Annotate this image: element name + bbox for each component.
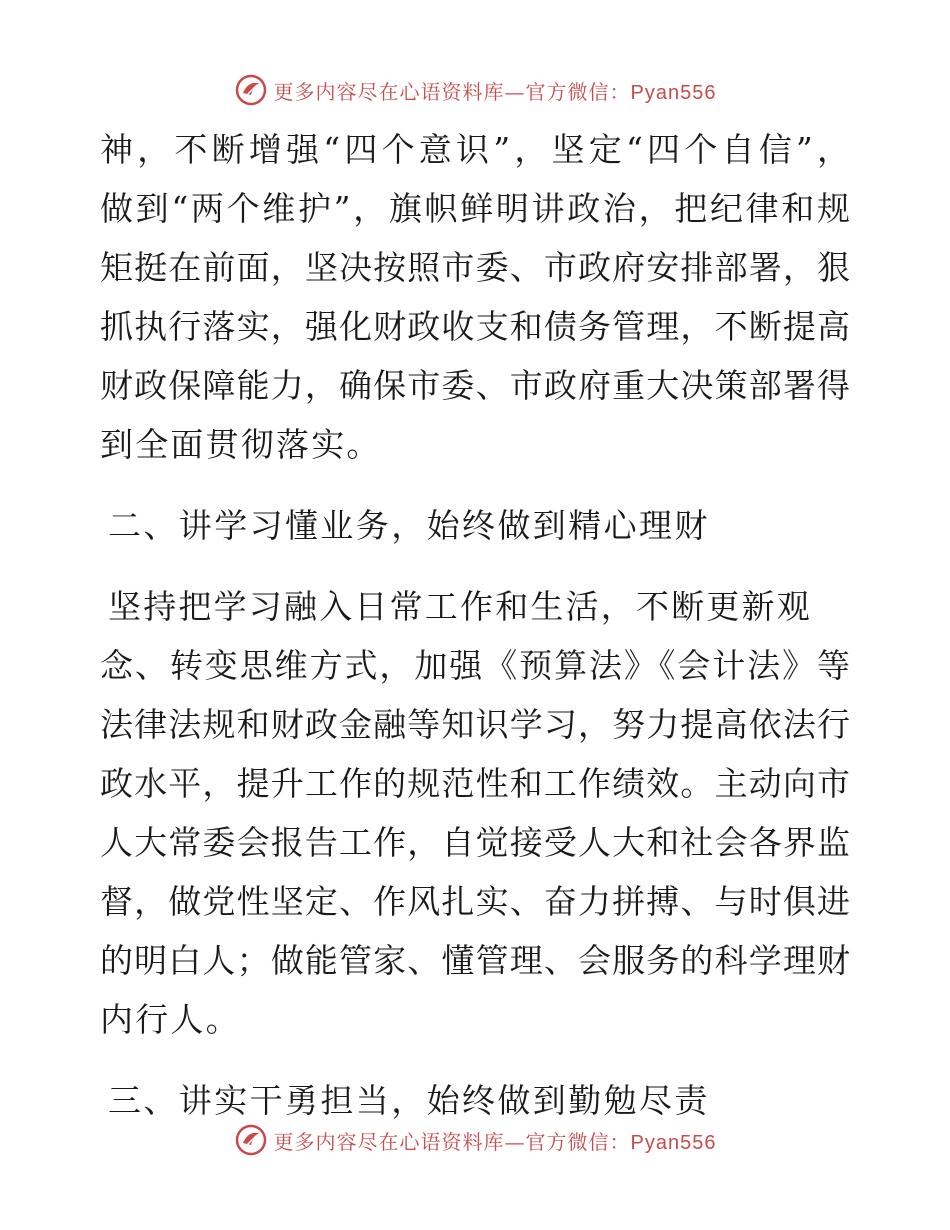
section-heading: 二、讲学习懂业务，始终做到精心理财 bbox=[108, 506, 710, 545]
wechat-id: Pyan556 bbox=[630, 81, 717, 104]
body-line: 到全面贯彻落实。 bbox=[100, 425, 382, 464]
body-line: 神，不断增强“四个意识”，坚定“四个自信”， bbox=[100, 130, 850, 169]
logo-icon bbox=[234, 1123, 268, 1157]
body-line: 做到“两个维护”，旗帜鲜明讲政治，把纪律和规 bbox=[100, 189, 850, 228]
footer-watermark-banner bbox=[0, 1120, 950, 1160]
wechat-id: Pyan556 bbox=[630, 1131, 717, 1154]
logo-icon bbox=[234, 73, 268, 107]
body-line: 督，做党性坚定、作风扎实、奋力拼搏、与时俱进 bbox=[100, 882, 850, 921]
banner-text: 更多内容尽在心语资料库—官方微信：Pyan556 bbox=[273, 79, 717, 104]
body-line: 坚持把学习融入日常工作和生活，不断更新观 bbox=[108, 587, 812, 626]
body-line: 念、转变思维方式，加强《预算法》《会计法》等 bbox=[100, 646, 850, 685]
body-line: 法律法规和财政金融等知识学习，努力提高依法行 bbox=[100, 705, 850, 744]
header-watermark-banner bbox=[0, 70, 950, 110]
document-body bbox=[0, 120, 950, 1130]
body-line: 财政保障能力，确保市委、市政府重大决策部署得 bbox=[100, 366, 850, 405]
body-line: 内行人。 bbox=[100, 1000, 241, 1039]
body-line: 的明白人；做能管家、懂管理、会服务的科学理财 bbox=[100, 941, 850, 980]
body-line: 抓执行落实，强化财政收支和债务管理，不断提高 bbox=[100, 307, 850, 346]
body-line: 矩挺在前面，坚决按照市委、市政府安排部署，狠 bbox=[100, 248, 850, 287]
body-line: 政水平，提升工作的规范性和工作绩效。主动向市 bbox=[100, 764, 850, 803]
banner-text: 更多内容尽在心语资料库—官方微信：Pyan556 bbox=[273, 1129, 717, 1154]
body-line: 人大常委会报告工作，自觉接受人大和社会各界监 bbox=[100, 823, 850, 862]
section-heading: 三、讲实干勇担当，始终做到勤勉尽责 bbox=[108, 1081, 710, 1120]
